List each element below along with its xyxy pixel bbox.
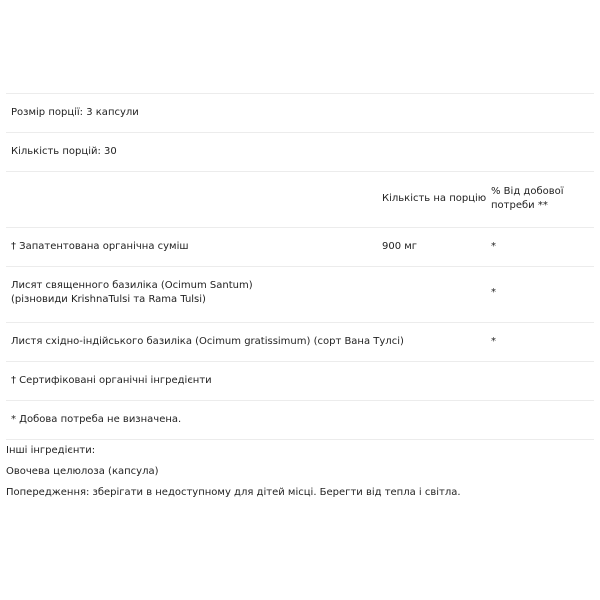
other-ingredients-section [6, 444, 594, 507]
serving-size-text: Розмір порції: 3 капсули [11, 107, 139, 118]
ingredient-daily-value: * [491, 336, 496, 347]
ingredient-name-line2: (різновиди KrishnaTulsi та Rama Tulsi) [11, 294, 206, 305]
servings-per-container-text: Кількість порцій: 30 [11, 146, 117, 157]
daily-value-not-established-note: * Добова потреба не визначена. [11, 414, 182, 425]
ingredient-name-line1: Лисят священного базиліка (Ocimum Santum) [11, 280, 253, 291]
ingredient-name: Листя східно-індійського базиліка (Ocimum gratissimum) (сорт Вана Тулсі) [11, 336, 404, 347]
ingredient-daily-value: * [491, 241, 496, 252]
serving-size-row [6, 94, 594, 133]
table-row [6, 323, 594, 362]
other-ingredients-title: Інші інгредієнти: [6, 445, 96, 456]
ingredient-amount: 900 мг [382, 241, 418, 252]
daily-value-note-row [6, 401, 594, 440]
table-row [6, 267, 594, 323]
table-row [6, 228, 594, 267]
capsule-ingredient: Овочева целюлоза (капсула) [6, 466, 159, 477]
ingredient-daily-value: * [491, 287, 496, 298]
supplement-facts-table [6, 93, 594, 440]
servings-per-container-row [6, 133, 594, 172]
daily-value-header: % Від добової потреби ** [491, 186, 564, 211]
table-header-row [6, 172, 594, 228]
certified-note-row [6, 362, 594, 401]
ingredient-name: † Запатентована органічна суміш [11, 241, 189, 252]
warning-text: Попередження: зберігати в недоступному для дітей місці. Берегти від тепла і світла. [6, 487, 461, 498]
certified-organic-note: † Сертифіковані органічні інгредієнти [11, 375, 212, 386]
amount-per-serving-header: Кількість на порцію [382, 193, 487, 204]
